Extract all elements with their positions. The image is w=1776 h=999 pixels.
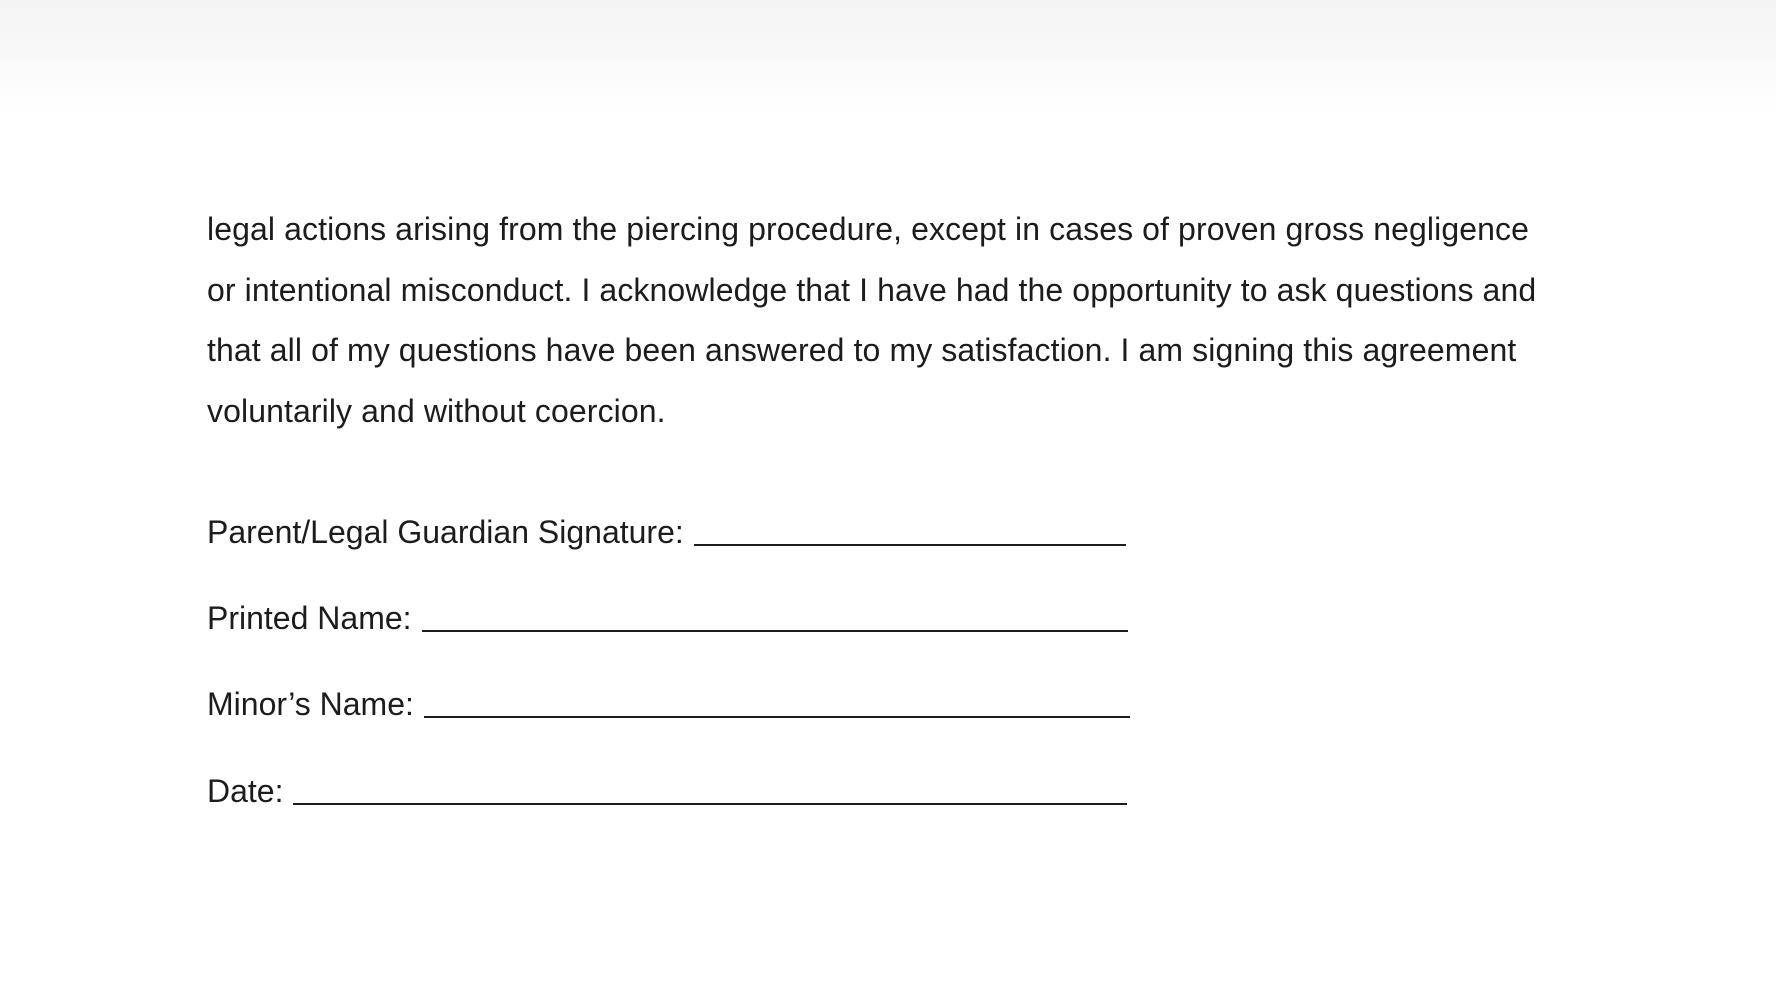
paragraph-line: voluntarily and without coercion. bbox=[207, 392, 666, 429]
paragraph-line: that all of my questions have been answered to my satisfaction. I am signing this agreement bbox=[207, 332, 1517, 368]
guardian-signature-label: Parent/Legal Guardian Signature: bbox=[207, 514, 684, 550]
agreement-paragraph bbox=[207, 199, 1587, 441]
printed-name-label: Printed Name: bbox=[207, 600, 412, 636]
minor-name-field bbox=[207, 680, 1130, 724]
minor-name-line[interactable] bbox=[424, 716, 1130, 718]
date-label: Date: bbox=[207, 773, 284, 809]
date-line[interactable] bbox=[293, 803, 1127, 805]
paragraph-line: or intentional misconduct. I acknowledge that I have had the opportunity to ask questions and bbox=[207, 271, 1537, 308]
paragraph-line: legal actions arising from the piercing procedure, except in cases of proven gross negligence bbox=[207, 211, 1530, 247]
printed-name-field bbox=[207, 594, 1128, 638]
guardian-signature-field bbox=[207, 508, 1126, 552]
date-field bbox=[207, 767, 1127, 811]
printed-name-line[interactable] bbox=[422, 630, 1128, 632]
guardian-signature-line[interactable] bbox=[694, 544, 1126, 546]
minor-name-label: Minor’s Name: bbox=[207, 686, 414, 722]
